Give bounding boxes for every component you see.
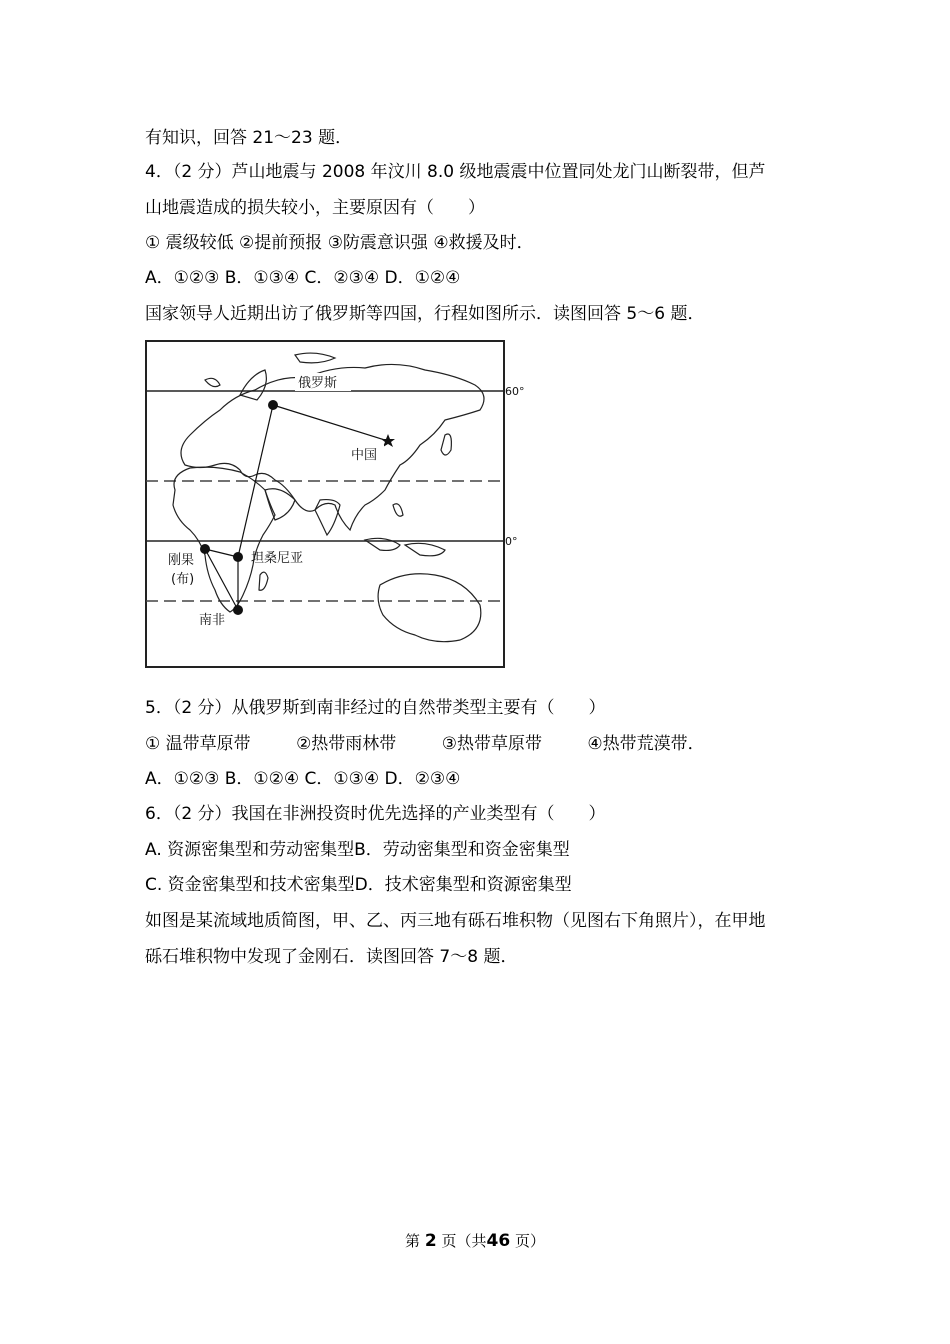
q5-item-3: ③热带草原带 (441, 734, 542, 754)
label-lat-60: 60° (505, 385, 525, 398)
label-lat-0: 0° (505, 535, 518, 548)
q5-item-2: ②热带雨林带 (296, 734, 397, 754)
label-tanzania: 坦桑尼亚 (251, 551, 304, 566)
footer-middle: 页（共 (441, 1232, 487, 1250)
paragraph-intro-7-8: 如图是某流域地质简图，甲、乙、丙三地有砾石堆积物（见图右下角照片），在甲地 (145, 911, 766, 931)
question-5-options: A．①②③ B．①②④ C．①③④ D．②③④ (145, 769, 461, 789)
label-south-africa: 南非 (199, 613, 226, 628)
question-4-options: A．①②③ B．①③④ C．②③④ D．①②④ (145, 268, 461, 288)
paragraph-intro-7-8-cont: 砾石堆积物中发现了金刚石．读图回答 7～8 题． (145, 947, 518, 967)
question-5-items (145, 733, 705, 755)
map-intro: 国家领导人近期出访了俄罗斯等四国，行程如图所示．读图回答 5～6 题． (145, 304, 705, 324)
label-china: 中国 (351, 448, 378, 463)
text-line-1: 有知识，回答 21～23 题． (145, 128, 353, 148)
question-4-items: ① 震级较低 ②提前预报 ③防震意识强 ④救援及时． (145, 233, 534, 253)
footer-total-pages: 46 (486, 1231, 511, 1251)
latitude-labels (505, 380, 535, 550)
congo-point (200, 544, 210, 554)
footer-suffix: 页） (514, 1232, 545, 1250)
label-congo-sub: (布) (171, 572, 195, 587)
south-africa-point (233, 605, 243, 615)
question-6-options-cd: C. 资金密集型和技术密集型D．技术密集型和资源密集型 (145, 875, 572, 895)
world-map-figure (145, 340, 505, 668)
footer-page-number: 2 (424, 1231, 437, 1251)
tanzania-point (233, 552, 243, 562)
russia-point (268, 400, 278, 410)
q5-item-4: ④热带荒漠带． (587, 734, 705, 754)
label-congo: 刚果 (168, 553, 195, 568)
question-4-stem: 4．（2 分）芦山地震与 2008 年汶川 8.0 级地震震中位置同处龙门山断裂带，但芦 (145, 162, 766, 182)
q5-item-1: ① 温带草原带 (145, 734, 251, 754)
question-5-stem: 5．（2 分）从俄罗斯到南非经过的自然带类型主要有（ ） (145, 698, 606, 718)
label-russia: 俄罗斯 (298, 376, 338, 391)
question-6-stem: 6．（2 分）我国在非洲投资时优先选择的产业类型有（ ） (145, 804, 606, 824)
page-footer (0, 1230, 950, 1251)
question-6-options-ab: A. 资源密集型和劳动密集型B．劳动密集型和资金密集型 (145, 840, 570, 860)
footer-prefix: 第 (405, 1232, 421, 1250)
question-4-stem-cont: 山地震造成的损失较小，主要原因有（ ） (145, 198, 485, 218)
